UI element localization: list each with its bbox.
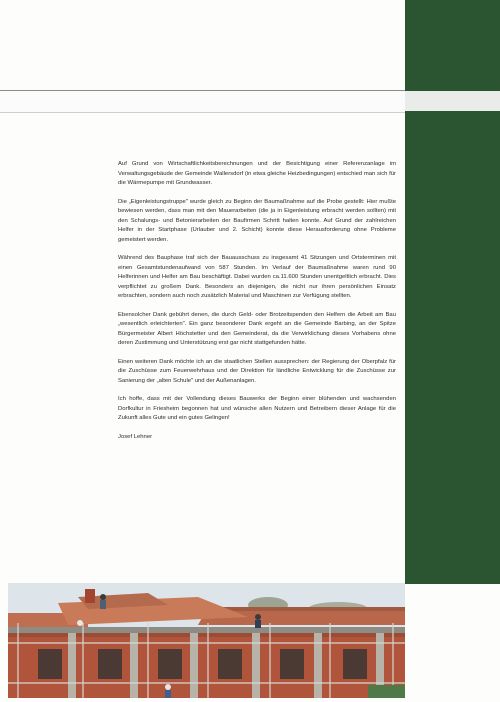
paragraph-4: Ebensolcher Dank gebührt denen, die durch Geld- oder Brotzeitspenden den Helfern die Arbeit am Bau „wesentlich erleichterten". Ein ganz besonderer Dank ergeht an die Gemeinde Barbing, an der Spitze Bürgermeister Albert Höchstetter und den Gemeinderat, da die Verwirklichung dieses Vorhabens ohne deren Zustimmung und Unterstützung erst gar nicht stattgefunden hätte. [118,311,396,346]
side-bar-light-band [405,91,500,111]
signature: Josef Lehner [118,433,153,440]
construction-photo-graphic [8,583,405,698]
paragraph-6: Ich hoffe, dass mit der Vollendung dieses Bauwerks der Beginn einer blühenden und wachsenden Dorfkultur in Friesheim begonnen hat und wünsche allen Nutzern und Betreibern dieser Anlage für die Zukunft alles Gute und ein gutes Gelingen! [118,396,396,421]
paragraph-5: Einen weiteren Dank möchte ich an die staatlichen Stellen aussprechen: der Regierung der Oberpfalz für die Zuschüsse zum Feuerwehrhaus und der Direktion für ländliche Entwicklung für die Zuschüsse zur Sanierung der „alten Schule" und der Außenanlagen. [118,358,396,384]
construction-photo [8,583,405,698]
header-rule [0,90,405,113]
article-body [118,160,396,451]
paragraph-3: Während des Bauphase traf sich der Bauausschuss zu insgesamt 41 Sitzungen und Ortsterminen mit einen Gesamtstundenaufwand von 587 Stunden. Im Verlauf der Baumaßnahme waren rund 90 Helferinnen und Helfer am Bau beschäftigt. Dabei wurden ca.11.600 Stunden unentgeltlich erbracht. Dies verpflichtet zu großem Dank. Besonders an diejenigen, die nicht nur ihren persönlichen Einsatz erbrachten, sondern auch noch zusätzlich Material und Maschinen zur Verfügung stellten. [118,255,396,299]
green-side-bar [405,0,500,584]
paragraph-1: Auf Grund von Wirtschaftlichkeitsberechnungen und der Besichtigung einer Referenzanlage im Verwaltungsgebäude der Gemeinde Wallersdorf (in etwa gleiche Heizbedingungen) entschied man sich für die Wärmepumpe mit Grundwasser. [118,161,396,186]
paragraph-2: Die „Eigenleistungstruppe" wurde gleich zu Beginn der Baumaßnahme auf die Probe gestellt: Hier mußte bewiesen werden, dass man mit den Mauerarbeiten (die ja in Eigenleistung erbracht werden sollten) mit den Schalungs- und Betonierarbeiten der Baufirmen Schritt halten konnte. Auf Grund der zahlreichen Helfer in der Startphase (Urlauber und 2. Schicht) konnte diese Herausforderung ohne Probleme gemeistert werden. [118,198,396,243]
